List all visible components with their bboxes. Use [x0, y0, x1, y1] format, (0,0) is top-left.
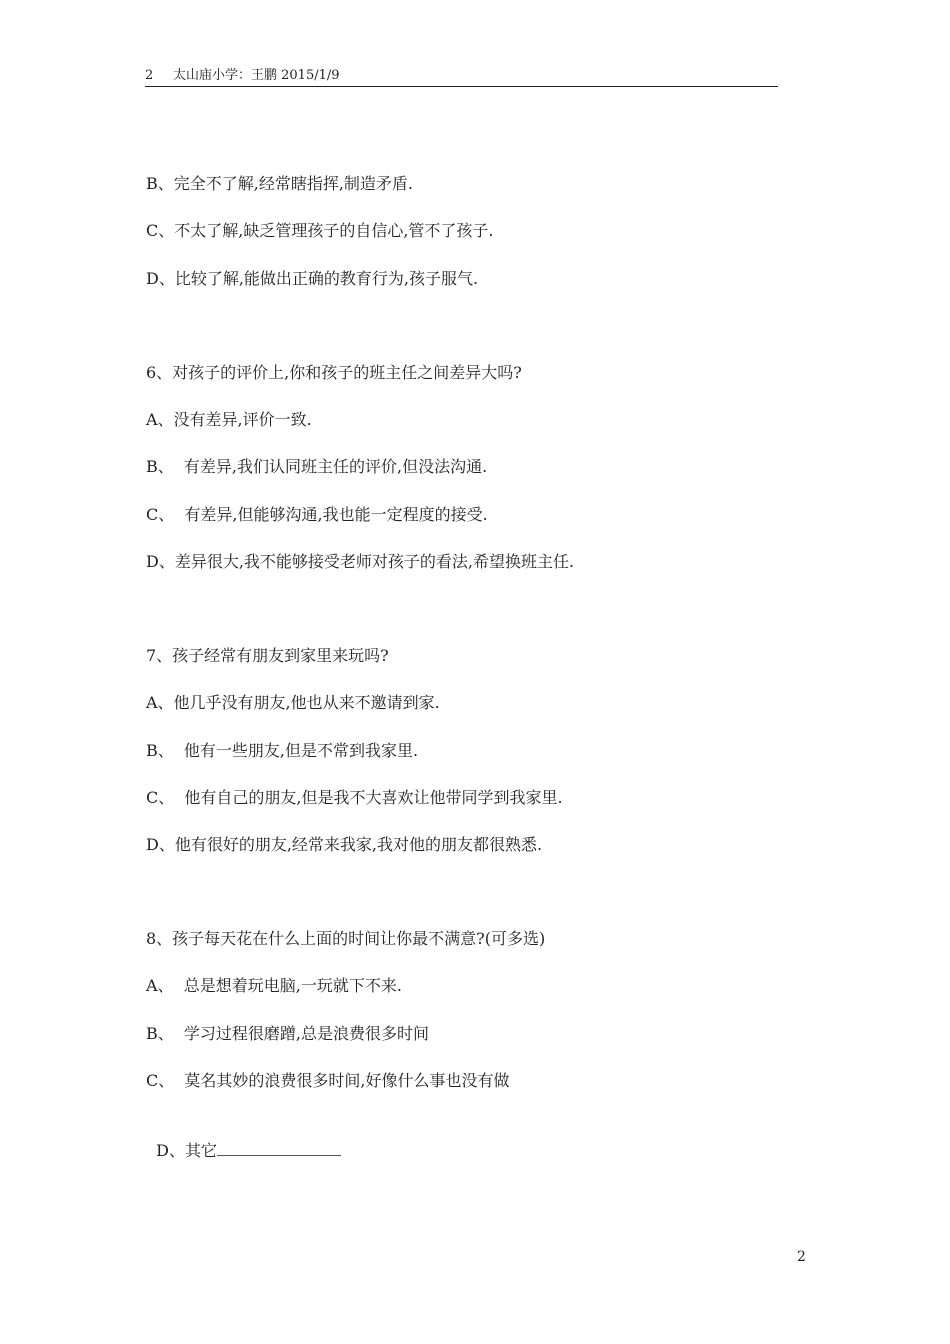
footer-page-number: 2: [797, 1249, 806, 1265]
q8-option-a: A、 总是想着玩电脑,一玩就下不来.: [146, 976, 402, 995]
header-text: 太山庙小学：王鹏 2015/1/9: [173, 68, 340, 83]
q6-option-b: B、 有差异,我们认同班主任的评价,但没法沟通.: [146, 457, 488, 476]
q7-option-b: B、 他有一些朋友,但是不常到我家里.: [146, 741, 419, 760]
q6-option-c: C、 有差异,但能够沟通,我也能一定程度的接受.: [146, 505, 488, 524]
q7-option-c: C、 他有自己的朋友,但是我不大喜欢让他带同学到我家里.: [146, 788, 563, 807]
q7-option-d: D、他有很好的朋友,经常来我家,我对他的朋友都很熟悉.: [146, 835, 543, 854]
q6-question: 6、对孩子的评价上,你和孩子的班主任之间差异大吗?: [146, 363, 522, 382]
q8-option-c: C、 莫名其妙的浪费很多时间,好像什么事也没有做: [146, 1071, 510, 1090]
q7-question: 7、孩子经常有朋友到家里来玩吗?: [146, 646, 389, 665]
q8-option-b: B、 学习过程很磨蹭,总是浪费很多时间: [146, 1024, 430, 1043]
q8-question: 8、孩子每天花在什么上面的时间让你最不满意?(可多选): [146, 929, 546, 948]
page-header: [145, 66, 778, 87]
q5-option-b: B、完全不了解,经常瞎指挥,制造矛盾.: [146, 174, 414, 193]
q5-option-c: C、不太了解,缺乏管理孩子的自信心,管不了孩子.: [146, 221, 494, 240]
q7-option-a: A、他几乎没有朋友,他也从来不邀请到家.: [146, 693, 440, 712]
q5-option-d: D、比较了解,能做出正确的教育行为,孩子服气.: [146, 269, 479, 288]
q6-option-d: D、差异很大,我不能够接受老师对孩子的看法,希望换班主任.: [146, 552, 575, 571]
q8-option-d-line: [146, 1117, 341, 1162]
fill-in-blank[interactable]: [217, 1139, 341, 1156]
q6-option-a: A、没有差异,评价一致.: [146, 410, 312, 429]
header-page-number: 2: [145, 68, 154, 83]
q8-option-d: D、其它: [156, 1141, 218, 1160]
